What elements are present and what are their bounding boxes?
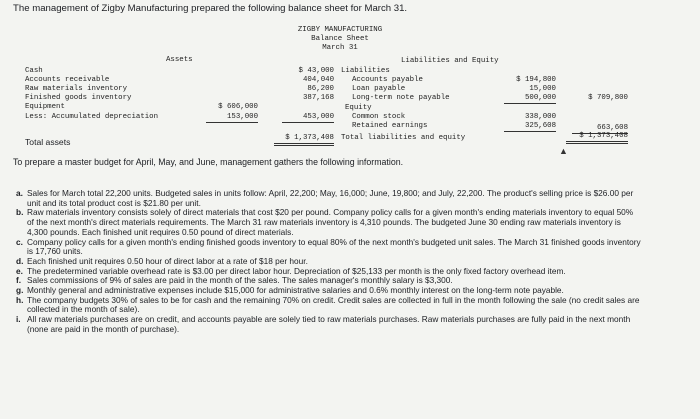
item-text: Raw materials inventory consists solely of direct materials that cost $20 per pound. Company policy calls for a given month's ending materials inventory to equal 50% of the next month's direct materials requirements. The March 31 raw materials inventory is 4,310 pounds. The budgeted June 30 ending raw materials inventory is 4,300 pounds. Each finished unit requires 0.50 pound of direct materials. — [27, 207, 634, 237]
ap-value: $ 194,800 — [516, 76, 556, 84]
item-label: h. — [16, 294, 24, 305]
mouse-cursor-icon: ▲ — [559, 146, 568, 156]
ltnp-label: Long-term note payable — [352, 94, 450, 102]
cs-value: 338,000 — [524, 113, 556, 121]
rm-label: Raw materials inventory — [25, 85, 128, 93]
item-text: All raw materials purchases are on credit, and accounts payable are solely tied to raw materials purchases. Raw materials purchases are fully paid in the next month (none are paid in the month of purchase). — [27, 314, 631, 334]
fg-value: 387,168 — [302, 94, 334, 102]
total-assets-value: $ 1,373,408 — [274, 134, 334, 146]
equity-label: Equity — [345, 104, 372, 112]
equity-total: 663,608 — [572, 124, 628, 134]
total-le-label: Total liabilities and equity — [341, 134, 466, 142]
total-le-value: $ 1,373,408 — [566, 132, 628, 144]
item-label: i. — [16, 314, 21, 325]
balance-sheet-title: ZIGBY MANUFACTURING — [297, 26, 383, 34]
item-text: Each finished unit requires 0.50 hour of direct labor at a rate of $18 per hour. — [27, 255, 308, 266]
equipment-label: Equipment — [25, 103, 65, 111]
item-label: e. — [16, 265, 23, 276]
cash-value: $ 43,000 — [298, 67, 334, 75]
requirements-list — [16, 189, 642, 335]
balance-sheet-date: March 31 — [322, 44, 358, 52]
fg-label: Finished goods inventory — [25, 94, 132, 102]
re-value: 325,608 — [504, 122, 556, 132]
ar-label: Accounts receivable — [25, 76, 110, 84]
list-item — [16, 189, 642, 208]
liabilities-label: Liabilities — [341, 67, 390, 75]
assets-header: Assets — [166, 56, 193, 64]
equipment-value: $ 606,000 — [218, 103, 258, 111]
list-item — [16, 296, 642, 315]
balance-sheet-subtitle: Balance Sheet — [311, 35, 369, 43]
cs-label: Common stock — [352, 113, 406, 121]
ltnp-value: 500,000 — [504, 94, 556, 104]
list-item — [16, 208, 642, 237]
rm-value: 86,200 — [307, 85, 334, 93]
item-label: b. — [16, 207, 24, 218]
item-text: Sales for March total 22,200 units. Budgeted sales in units follow: April, 22,200; May, 16,000; June, 19,800; and July, 22,200. The product's selling price is $26.00 per unit and its total product cost is $21.80 per unit. — [27, 188, 634, 208]
item-label: c. — [16, 236, 23, 247]
list-item — [16, 238, 642, 257]
item-text: The company budgets 30% of sales to be for cash and the remaining 70% on credit. Credit sales are collected in full in the month following the sale (no credit sales are collected in the month of sale). — [27, 294, 640, 315]
intro-text: The management of Zigby Manufacturing prepared the following balance sheet for March 31. — [13, 3, 408, 14]
item-label: g. — [16, 285, 24, 296]
ap-label: Accounts payable — [352, 76, 423, 84]
depreciation-label: Less: Accumulated depreciation — [25, 113, 159, 121]
item-text: Monthly general and administrative expenses include $15,000 for administrative salaries and 0.6% monthly interest on the long-term note payable. — [27, 285, 564, 296]
liabilities-total: $ 709,800 — [588, 94, 628, 102]
item-label: a. — [16, 188, 23, 198]
loan-value: 15,000 — [529, 85, 556, 93]
list-item — [16, 315, 642, 334]
depreciation-value: 153,000 — [206, 113, 258, 123]
item-text: Company policy calls for a given month's ending finished goods inventory to equal 80% of the next month's budgeted unit sales. The March 31 finished goods inventory is 17,760 units. — [27, 236, 641, 257]
item-label: d. — [16, 255, 24, 266]
item-label: f. — [16, 275, 22, 286]
total-assets-label: Total assets — [25, 137, 71, 147]
cash-label: Cash — [25, 67, 43, 75]
loan-label: Loan payable — [352, 85, 406, 93]
re-label: Retained earnings — [352, 122, 428, 130]
instruction-text: To prepare a master budget for April, May, and June, management gathers the following information. — [13, 157, 404, 167]
item-text: The predetermined variable overhead rate is $3.00 per direct labor hour. Depreciation of $25,133 per month is the only fixed factory overhead item. — [27, 265, 566, 276]
ar-value: 404,040 — [302, 76, 334, 84]
equipment-net-value: 453,000 — [282, 113, 334, 123]
liabilities-equity-header: Liabilities and Equity — [401, 57, 499, 65]
item-text: Sales commissions of 9% of sales are paid in the month of the sales. The sales manager's monthly salary is $3,300. — [27, 275, 453, 286]
